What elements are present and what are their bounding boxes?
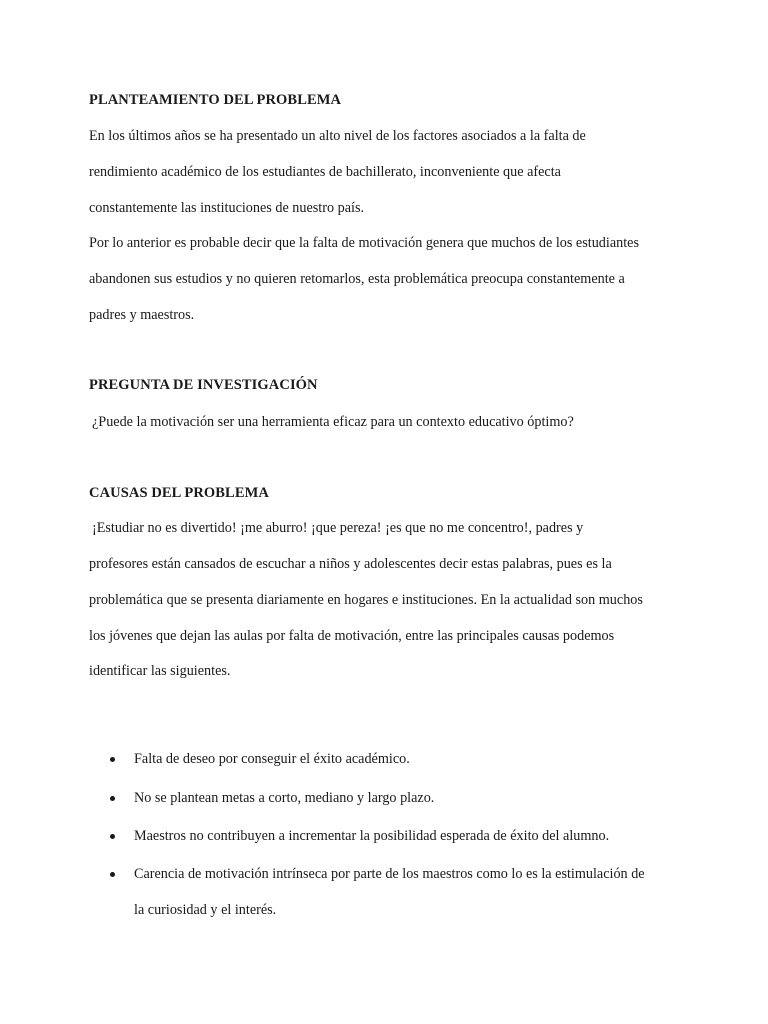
bullet-icon xyxy=(110,872,115,877)
paragraph-line: En los últimos años se ha presentado un alto nivel de los factores asociados a la falta de xyxy=(89,128,586,144)
paragraph-line: constantemente las instituciones de nuestro país. xyxy=(89,200,365,216)
list-item: No se plantean metas a corto, mediano y largo plazo. xyxy=(134,790,435,806)
paragraph-line: abandonen sus estudios y no quieren retomarlos, esta problemática preocupa constantemente a xyxy=(89,271,625,287)
bullet-icon xyxy=(110,796,115,801)
paragraph-line: rendimiento académico de los estudiantes de bachillerato, inconveniente que afecta xyxy=(89,164,561,180)
paragraph-line: problemática que se presenta diariamente en hogares e instituciones. En la actualidad son muchos xyxy=(89,592,643,608)
paragraph-line: profesores están cansados de escuchar a niños y adolescentes decir estas palabras, pues es la xyxy=(89,556,612,572)
list-item: Maestros no contribuyen a incrementar la posibilidad esperada de éxito del alumno. xyxy=(134,828,610,844)
list-item: Falta de deseo por conseguir el éxito académico. xyxy=(134,751,410,767)
section-heading-pregunta: PREGUNTA DE INVESTIGACIÓN xyxy=(89,377,318,393)
paragraph-line: padres y maestros. xyxy=(89,307,195,323)
section-heading-causas: CAUSAS DEL PROBLEMA xyxy=(89,485,269,501)
paragraph-line: identificar las siguientes. xyxy=(89,663,231,679)
research-question: ¿Puede la motivación ser una herramienta eficaz para un contexto educativo óptimo? xyxy=(92,414,574,430)
list-item: Carencia de motivación intrínseca por parte de los maestros como lo es la estimulación de xyxy=(134,866,645,882)
bullet-icon xyxy=(110,757,115,762)
paragraph-line: ¡Estudiar no es divertido! ¡me aburro! ¡que pereza! ¡es que no me concentro!, padres y xyxy=(92,520,584,536)
paragraph-line: los jóvenes que dejan las aulas por falta de motivación, entre las principales causas podemos xyxy=(89,628,615,644)
list-item-continuation: la curiosidad y el interés. xyxy=(134,902,277,918)
section-heading-planteamiento: PLANTEAMIENTO DEL PROBLEMA xyxy=(89,92,342,108)
paragraph-line: Por lo anterior es probable decir que la falta de motivación genera que muchos de los estudiantes xyxy=(89,235,639,251)
bullet-icon xyxy=(110,834,115,839)
